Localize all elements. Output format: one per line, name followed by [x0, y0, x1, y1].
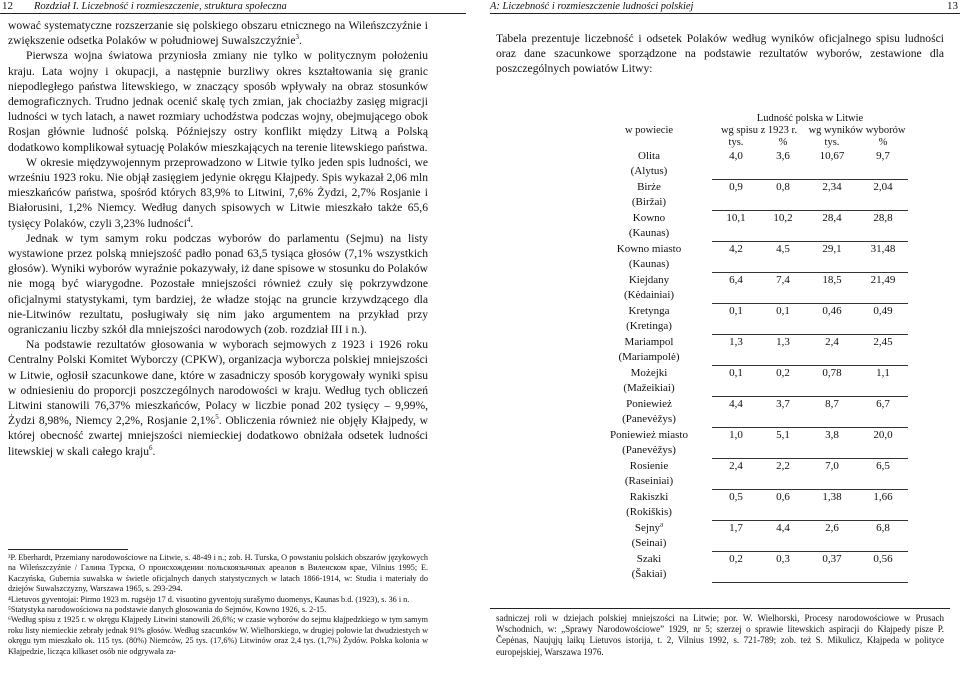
cell-spis-pct: 3,7: [776, 398, 790, 410]
left-page-number: 12: [2, 0, 13, 12]
cell-rule: [806, 226, 858, 242]
cell-rule: [712, 195, 760, 211]
district-lithuanian-name: (Rokiškis): [626, 506, 672, 518]
table-row-alt-name: [586, 474, 908, 490]
paragraph: W okresie międzywojennym przeprowadzono w Litwie tylko jeden spis ludności, we wrześniu 1923 roku. Nie objął zasięgiem jedynie okręgu Kłajpedy. Spis wykazał 2,06 mln mieszkańców państwa, spośród których 83,9% to Litwini, 7,6% Żydzi, 2,7% Rosjanie i Białorusini, 1,2% Niemcy. Według danych spisowych w Litwie mieszkało także 65,6 tysięcy Polaków, czyli 3,23% ludności$^4$.: [8, 155, 428, 230]
footnote: ³P. Eberhardt, Przemiany narodowościowe na Litwie, s. 48-49 i n.; zob. H. Turska, O powstaniu polskich obszarów językowych na Wileńszczyźnie / Галина Турска, О происхождении польскоязычных ареалов в Виленском крае, Vilnius 1995; E. Kaczyńska, Guberniа suwalska w świetle oficjalnych danych statystycznych w latach 1866-1914, w: Studia i materiały do dziejów Suwalszczyzny, Warszawa 1965, s. 293-294.: [8, 553, 428, 594]
cell-rule: [760, 195, 806, 211]
cell-spis-tys: 0,2: [729, 553, 743, 565]
paragraph: Na podstawie rezultatów głosowania w wyborach sejmowych z 1923 i 1926 roku Centralny Polski Komitet Wyborczy (CPKW), organizacja wyborcza polskiej mniejszości w Litwie, ogłosił szacunkowe dane, które w zasadniczy sposób korygowały wyniki spisu w odniesieniu do proporcji poszczególnych narodowości w kraju. Według tych obliczeń Litwini stanowili 76,37% mieszkańców, Polacy w liczbie ponad 202 tysięcy – 9,99%, Żydzi 8,98%, Niemcy 2,2%, Rosjanie 2,1%$^5$. Obliczenia również nie objęły Kłajpedy, w której obecność zwartej mniejszości niemieckiej dodatkowo obniżała odsetek ludności litewskiej w skali całego kraju$^6$.: [8, 338, 428, 458]
district-lithuanian-name: (Kaunas): [628, 258, 670, 270]
cell-rule: [806, 505, 858, 521]
cell-spis-tys: 0,1: [729, 367, 743, 379]
cell-wyb-pct: 2,45: [873, 336, 893, 348]
table-row: [586, 366, 908, 382]
cell-spis-pct: 1,3: [776, 336, 790, 348]
right-page-number: 13: [947, 0, 958, 12]
footnote: ⁴Lietuvos gyventojai: Pirmo 1923 m. rugsėjo 17 d. visuotino gyventojų surašymo duomenys, Kaunas b.d. (1923), s. 36 i n.: [8, 594, 410, 604]
subheader-pct: %: [878, 137, 888, 148]
cell-wyb-pct: 2,04: [873, 181, 893, 193]
cell-wyb-pct: 0,56: [873, 553, 893, 565]
table-row-alt-name: [586, 567, 908, 583]
district-lithuanian-name: (Raseiniai): [624, 475, 674, 487]
cell-rule: [806, 164, 858, 180]
table-row: [586, 242, 908, 258]
cell-rule: [858, 474, 908, 490]
table-row: [586, 180, 908, 196]
cell-spis-pct: 4,5: [776, 243, 790, 255]
left-running-header: [0, 0, 466, 14]
cell-wyb-tys: 7,0: [825, 460, 839, 472]
district-lithuanian-name: (Kaunas): [628, 227, 670, 239]
cell-rule: [806, 288, 858, 304]
cell-rule: [806, 443, 858, 459]
cell-rule: [712, 350, 760, 366]
cell-spis-pct: 0,3: [776, 553, 790, 565]
table-row: [586, 397, 908, 413]
cell-rule: [858, 319, 908, 335]
district-lithuanian-name: (Mariampolė): [618, 351, 680, 363]
district-lithuanian-name: (Seinai): [631, 537, 667, 549]
cell-wyb-tys: 0,78: [822, 367, 842, 379]
cell-rule: [760, 474, 806, 490]
table-row-alt-name: [586, 443, 908, 459]
table-row: [586, 211, 908, 227]
cell-rule: [858, 505, 908, 521]
table-intro-text: Tabela prezentuje liczebność i odsetek Polaków według wyników oficjalnego spisu ludności oraz dane szacunkowe sporządzone na podstawie rezultatów wyborów, zestawione dla poszczególnych powiatów Litwy:: [496, 32, 944, 75]
district-lithuanian-name: (Panevėžys): [622, 444, 676, 456]
cell-rule: [760, 350, 806, 366]
cell-wyb-pct: 31,48: [870, 243, 896, 255]
cell-wyb-tys: 10,67: [819, 150, 845, 162]
cell-spis-pct: 10,2: [773, 212, 793, 224]
cell-rule: [712, 536, 760, 552]
cell-spis-pct: 3,6: [776, 150, 790, 162]
district-lithuanian-name: (Mažeikiai): [623, 382, 675, 394]
cell-rule: [760, 536, 806, 552]
paragraph: Pierwsza wojna światowa przyniosła zmiany nie tylko w politycznym położeniu kraju. Lata wojny i okupacji, a następnie burzliwy okres kształtowania się granic niepodległego państwa litewskiego, w znaczący sposób wpływały na obraz stosunków demograficznych. Trudno jednak ocenić skalę tych zmian, jak chociażby zasięg migracji ludności w tych latach, a nawet rozmiary uchodźstwa podczas wojny, obejmującego obok Rosjan głównie ludność polską. Późniejszy ostry konflikt między Litwą a Polską dodatkowo komplikował sytuację Polaków mieszkających na terenie litewskiego państwa.: [8, 49, 428, 154]
right-running-header: [490, 0, 960, 14]
cell-rule: [712, 443, 760, 459]
cell-rule: [858, 288, 908, 304]
table-row: [586, 304, 908, 320]
cell-rule: [712, 505, 760, 521]
cell-rule: [760, 412, 806, 428]
cell-rule: [712, 567, 760, 583]
paragraph: wować systematyczne rozszerzanie się polskiego obszaru etnicznego na Wileńszczyźnie i zwiększenie odsetka Polaków w południowej Suwalszczyźnie$^3$.: [8, 19, 428, 48]
cell-rule: [712, 474, 760, 490]
district-lithuanian-name: (Kėdainiai): [623, 289, 675, 301]
cell-spis-tys: 10,1: [726, 212, 746, 224]
cell-spis-pct: 2,2: [776, 460, 790, 472]
cell-rule: [760, 505, 806, 521]
cell-spis-tys: 0,1: [729, 305, 743, 317]
cell-rule: [806, 319, 858, 335]
cell-rule: [858, 195, 908, 211]
table-row: [586, 335, 908, 351]
cell-spis-tys: 6,4: [729, 274, 743, 286]
district-name: Szaki: [636, 552, 662, 565]
district-name: Kowno: [632, 211, 666, 224]
cell-rule: [760, 257, 806, 273]
cell-rule: [760, 443, 806, 459]
cell-rule: [712, 381, 760, 397]
cell-wyb-tys: 29,1: [822, 243, 842, 255]
cell-rule: [806, 412, 858, 428]
cell-spis-tys: 0,9: [729, 181, 743, 193]
table-row-alt-name: [586, 536, 908, 552]
table-row-alt-name: [586, 195, 908, 211]
cell-rule: [806, 350, 858, 366]
cell-rule: [760, 226, 806, 242]
district-name: Możejki: [630, 366, 668, 379]
cell-wyb-tys: 3,8: [825, 429, 839, 441]
cell-wyb-tys: 28,4: [822, 212, 842, 224]
cell-rule: [806, 195, 858, 211]
district-name: Kiejdany: [628, 273, 670, 286]
cell-rule: [806, 474, 858, 490]
cell-rule: [760, 381, 806, 397]
district-name: Rakiszki: [629, 490, 669, 503]
cell-wyb-tys: 0,46: [822, 305, 842, 317]
table-row-alt-name: [586, 412, 908, 428]
district-name: Birże: [637, 180, 661, 193]
district-lithuanian-name: (Šakiai): [631, 568, 667, 580]
cell-rule: [760, 288, 806, 304]
district-lithuanian-name: (Panevėžys): [622, 413, 676, 425]
subheader-pct: %: [778, 137, 788, 148]
cell-spis-pct: 5,1: [776, 429, 790, 441]
cell-rule: [760, 567, 806, 583]
district-lithuanian-name: (Biržai): [631, 196, 667, 208]
footnote: ⁶Według spisu z 1925 r. w okręgu Kłajpedy Litwini stanowili 26,6%; w czasie wyborów do sejmu kłajpedzkiego w tym samym roku listy niemieckie zebrały jednak 91% głosów. Według szacunków W. Wielhorskiego, w drugiej połowie lat dwudziestych w okręgu tym mieszkało ok. 115 tys. (80%) Niemców, 25 tys. (17,6%) Litwinów oraz 2,4 tys. (1,7%) Żydów. Polska kolonia w Kłajpedzie, licząca kilkaset osób nie odgrywała za-: [8, 615, 428, 656]
cell-rule: [712, 226, 760, 242]
district-name: Poniewież miasto: [610, 428, 688, 441]
cell-wyb-pct: 9,7: [876, 150, 890, 162]
cell-rule: [760, 164, 806, 180]
left-page: [0, 0, 472, 692]
cell-wyb-tys: 18,5: [822, 274, 842, 286]
cell-wyb-tys: 2,34: [822, 181, 842, 193]
footnote-continuation: sadniczej roli w dziejach polskiej mniejszości na Litwie; por. W. Wielhorski, Procesy narodowościowe w Prusach Wschodnich, w: „Sprawy Narodowościowe” 1929, nr 5; szerzej o sprawie litewskich aspiracji do Kłajpedy pisze P. Čepėnas, Naujųjų laikų Lietuvos istorija, t. 2, Vilnius 1992, s. 721-789; zob. też S. Mikulicz, Kłajpeda w polityce europejskiej, Warszawa 1976.: [496, 613, 944, 657]
cell-spis-pct: 4,4: [776, 522, 790, 534]
table-row-alt-name: [586, 164, 908, 180]
cell-rule: [858, 350, 908, 366]
table-body: [586, 149, 908, 583]
cell-rule: [858, 257, 908, 273]
cell-spis-tys: 4,0: [729, 150, 743, 162]
cell-wyb-tys: 1,38: [822, 491, 842, 503]
table-caption: Ludność polska w Litwie: [756, 113, 864, 124]
table-row-alt-name: [586, 381, 908, 397]
cell-spis-tys: 0,5: [729, 491, 743, 503]
cell-wyb-pct: 21,49: [870, 274, 896, 286]
district-name: Kretynga: [628, 304, 670, 317]
column-header-census: wg spisu z 1923 r.: [720, 125, 798, 136]
cell-wyb-tys: 8,7: [825, 398, 839, 410]
table-row-alt-name: [586, 226, 908, 242]
cell-rule: [806, 567, 858, 583]
cell-wyb-pct: 6,7: [876, 398, 890, 410]
district-name: Sejny$^a$: [634, 519, 664, 534]
right-running-head-title: A: Liczebność i rozmieszczenie ludności polskiej: [490, 1, 694, 12]
cell-rule: [712, 257, 760, 273]
cell-spis-tys: 1,0: [729, 429, 743, 441]
cell-rule: [858, 412, 908, 428]
footnote: ⁵Statystyka narodowościowa na podstawie danych głosowania do Sejmów, Kowno 1926, s. 2-15.: [8, 605, 327, 615]
cell-wyb-pct: 28,8: [873, 212, 893, 224]
cell-spis-tys: 4,4: [729, 398, 743, 410]
cell-spis-pct: 0,8: [776, 181, 790, 193]
cell-spis-tys: 1,7: [729, 522, 743, 534]
footnotes: [8, 553, 428, 657]
table-row-alt-name: [586, 257, 908, 273]
table-row-alt-name: [586, 505, 908, 521]
cell-spis-pct: 0,6: [776, 491, 790, 503]
district-name: Mariampol: [624, 335, 674, 348]
subheader-tys: tys.: [728, 137, 744, 148]
source-separator: [490, 608, 950, 609]
district-lithuanian-name: (Kretinga): [626, 320, 672, 332]
right-page: [480, 0, 960, 692]
table-row-alt-name: [586, 288, 908, 304]
cell-wyb-tys: 2,4: [825, 336, 839, 348]
table-row: [586, 149, 908, 164]
table-row-alt-name: [586, 350, 908, 366]
cell-rule: [712, 319, 760, 335]
district-name: Kowno miasto: [616, 242, 682, 255]
cell-wyb-pct: 20,0: [873, 429, 893, 441]
left-body-text: [8, 18, 428, 459]
left-running-head-title: Rozdział I. Liczebność i rozmieszczenie, struktura społeczna: [34, 1, 287, 12]
column-header-elections: wg wyników wyborów: [808, 125, 906, 136]
district-name: Rosienie: [629, 459, 669, 472]
cell-wyb-pct: 6,5: [876, 460, 890, 472]
cell-wyb-tys: 0,37: [822, 553, 842, 565]
cell-spis-tys: 4,2: [729, 243, 743, 255]
cell-rule: [712, 412, 760, 428]
table-row: [586, 490, 908, 506]
table-row: [586, 552, 908, 568]
table-row: [586, 459, 908, 475]
cell-rule: [712, 164, 760, 180]
cell-rule: [806, 381, 858, 397]
cell-spis-pct: 0,2: [776, 367, 790, 379]
cell-rule: [858, 443, 908, 459]
cell-wyb-pct: 1,1: [876, 367, 890, 379]
table-row-alt-name: [586, 319, 908, 335]
cell-wyb-pct: 0,49: [873, 305, 893, 317]
cell-rule: [760, 319, 806, 335]
cell-rule: [858, 164, 908, 180]
cell-wyb-pct: 6,8: [876, 522, 890, 534]
cell-rule: [712, 288, 760, 304]
district-name: Poniewież: [626, 397, 672, 410]
cell-rule: [858, 226, 908, 242]
cell-wyb-pct: 1,66: [873, 491, 893, 503]
cell-spis-tys: 2,4: [729, 460, 743, 472]
cell-spis-pct: 7,4: [776, 274, 790, 286]
population-table: [586, 113, 908, 583]
subheader-tys: tys.: [824, 137, 840, 148]
table-row: [586, 273, 908, 289]
column-header-powiat: w powiecie: [624, 125, 674, 136]
table-row: [586, 428, 908, 444]
cell-rule: [858, 536, 908, 552]
cell-rule: [858, 567, 908, 583]
cell-spis-pct: 0,1: [776, 305, 790, 317]
paragraph: Jednak w tym samym roku podczas wyborów do parlamentu (Sejmu) na listy wystawione przez polską mniejszość padło ponad 63,5 tysiąca głosów (7,1% wszystkich głosów). Wyniki wyborów wyraźnie pokazywały, iż dane spisowe w stosunku do Polaków nie mogą być wiarygodne. Pozostałe mniejszości również czuły się pokrzywdzone oficjalnymi statystykami, tym bardziej, że władze stojąc na gruncie krzywdzącego dla nie-Litwinów rezultatu, posługiwały się nim jako argumentem na przykład przy ograniczaniu liczby szkół dla mniejszości narodowych (zob. rozdział III i n.).: [8, 231, 428, 337]
cell-rule: [806, 257, 858, 273]
footnote-separator: [8, 549, 128, 550]
cell-spis-tys: 1,3: [729, 336, 743, 348]
district-lithuanian-name: (Alytus): [630, 165, 668, 177]
cell-rule: [858, 381, 908, 397]
cell-wyb-tys: 2,6: [825, 522, 839, 534]
cell-rule: [806, 536, 858, 552]
district-name: Olita: [638, 150, 660, 162]
table-row: [586, 521, 908, 537]
